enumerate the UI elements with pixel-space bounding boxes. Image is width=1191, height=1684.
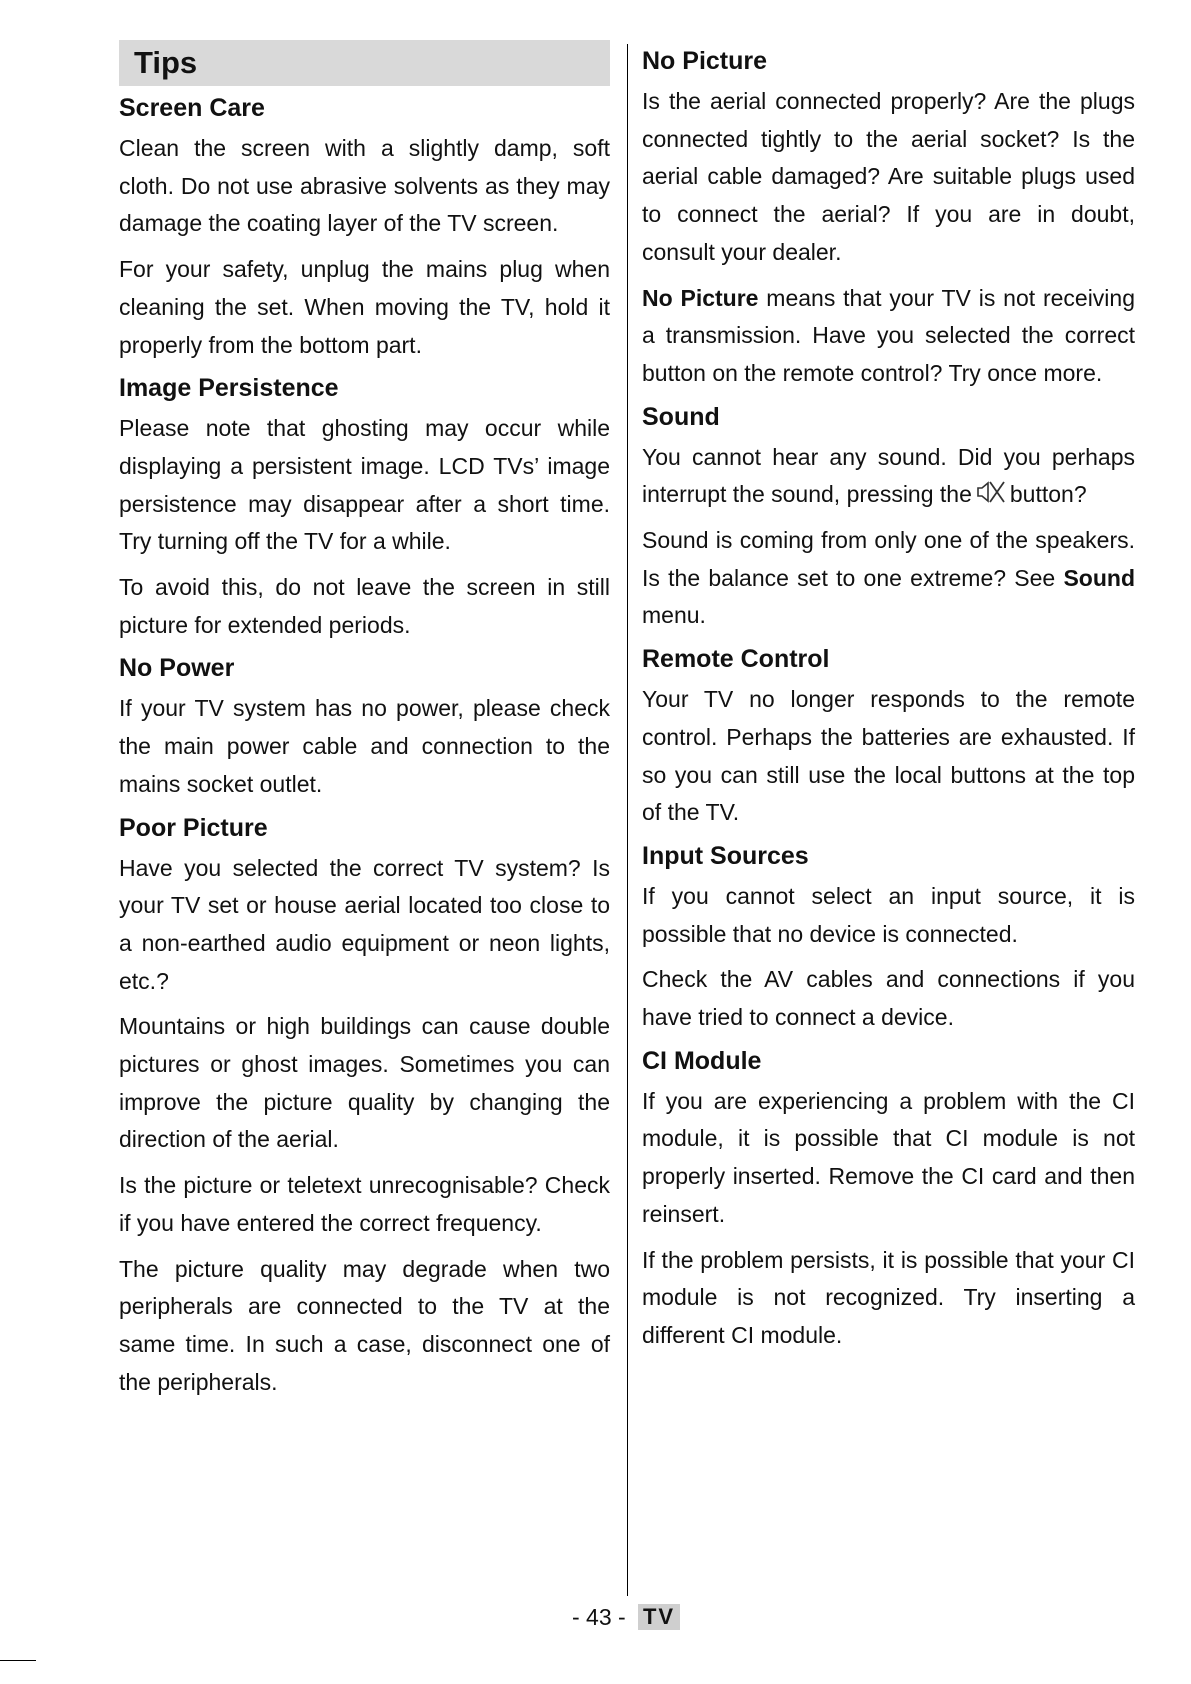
section-no-picture bbox=[642, 45, 1135, 393]
section-heading: Sound bbox=[642, 402, 720, 431]
mute-icon bbox=[976, 478, 1006, 506]
paragraph: Your TV no longer responds to the remote control. Perhaps the batteries are exhausted. If so you can still use the local buttons at the top of the TV. bbox=[642, 686, 1135, 826]
paragraph: Check the AV cables and connections if you have tried to connect a device. bbox=[642, 966, 1135, 1031]
section-heading: Screen Care bbox=[119, 94, 265, 122]
bold-term: No Picture bbox=[642, 284, 759, 311]
paragraph-text: button? bbox=[1009, 481, 1087, 508]
section-heading: Remote Control bbox=[642, 645, 830, 674]
section-heading: CI Module bbox=[642, 1046, 762, 1075]
left-column bbox=[119, 40, 610, 1409]
section-remote-control bbox=[642, 643, 1135, 832]
section-poor-picture bbox=[119, 812, 610, 1402]
paragraph-text: Sound is coming from only one of the speakers. Is the balance set to one extreme? See bbox=[642, 527, 1135, 591]
bold-term: Sound bbox=[1063, 564, 1135, 591]
paragraph-text: means that your TV is not receiving a transmission. Have you selected the correct button on the remote control? Try once more. bbox=[642, 284, 1135, 386]
page-title: Tips bbox=[119, 40, 610, 86]
section-no-power bbox=[119, 652, 610, 803]
page-number: - 43 - bbox=[572, 1604, 626, 1630]
section-heading: No Picture bbox=[642, 47, 768, 75]
paragraph bbox=[642, 280, 1135, 393]
paragraph-text: menu. bbox=[642, 602, 706, 629]
section-heading: Poor Picture bbox=[119, 813, 268, 842]
section-heading: No Power bbox=[119, 654, 235, 683]
column-divider bbox=[627, 44, 628, 1596]
paragraph-text: You cannot hear any sound. Did you perhaps interrupt the sound, pressing the bbox=[642, 443, 1135, 508]
page-footer bbox=[0, 1602, 1191, 1632]
paragraph bbox=[642, 522, 1135, 635]
section-image-persistence bbox=[119, 372, 610, 644]
paragraph: To avoid this, do not leave the screen in still picture for extended periods. bbox=[119, 574, 610, 638]
paragraph: Please note that ghosting may occur while displaying a persistent image. LCD TVs’ image persistence may disappear after a short time. Try turning off the TV for a while. bbox=[119, 415, 610, 555]
crop-mark bbox=[0, 1660, 36, 1661]
right-column bbox=[642, 40, 1135, 1363]
section-screen-care bbox=[119, 92, 610, 364]
paragraph bbox=[642, 439, 1135, 514]
paragraph: If you cannot select an input source, it is possible that no device is connected. bbox=[642, 882, 1135, 947]
paragraph: Is the picture or teletext unrecognisable? Check if you have entered the correct frequency. bbox=[119, 1172, 610, 1236]
paragraph: If your TV system has no power, please check the main power cable and connection to the mains socket outlet. bbox=[119, 695, 610, 797]
paragraph: Mountains or high buildings can cause double pictures or ghost images. Sometimes you can improve the picture quality by changing the direction of the aerial. bbox=[119, 1013, 610, 1153]
paragraph: Have you selected the correct TV system? Is your TV set or house aerial located too close to a non-earthed audio equipment or neon lights, etc.? bbox=[119, 854, 610, 994]
paragraph: Clean the screen with a slightly damp, soft cloth. Do not use abrasive solvents as they may damage the coating layer of the TV screen. bbox=[119, 135, 610, 237]
paragraph: Is the aerial connected properly? Are the plugs connected tightly to the aerial socket? Is the aerial cable damaged? Are suitable plugs used to connect the aerial? If you are in doubt, consult your dealer. bbox=[642, 88, 1135, 265]
section-sound bbox=[642, 401, 1135, 636]
paragraph: If the problem persists, it is possible that your CI module is not recognized. Try inserting a different CI module. bbox=[642, 1246, 1135, 1348]
section-input-sources bbox=[642, 840, 1135, 1037]
paragraph: For your safety, unplug the mains plug when cleaning the set. When moving the TV, hold it properly from the bottom part. bbox=[119, 256, 610, 358]
section-heading: Image Persistence bbox=[119, 374, 339, 403]
section-ci-module bbox=[642, 1045, 1135, 1355]
paragraph: The picture quality may degrade when two peripherals are connected to the TV at the same time. In such a case, disconnect one of the peripherals. bbox=[119, 1255, 610, 1395]
paragraph: If you are experiencing a problem with the CI module, it is possible that CI module is not properly inserted. Remove the CI card and then reinsert. bbox=[642, 1087, 1135, 1227]
section-heading: Input Sources bbox=[642, 841, 809, 870]
section-badge: TV bbox=[638, 1604, 680, 1630]
